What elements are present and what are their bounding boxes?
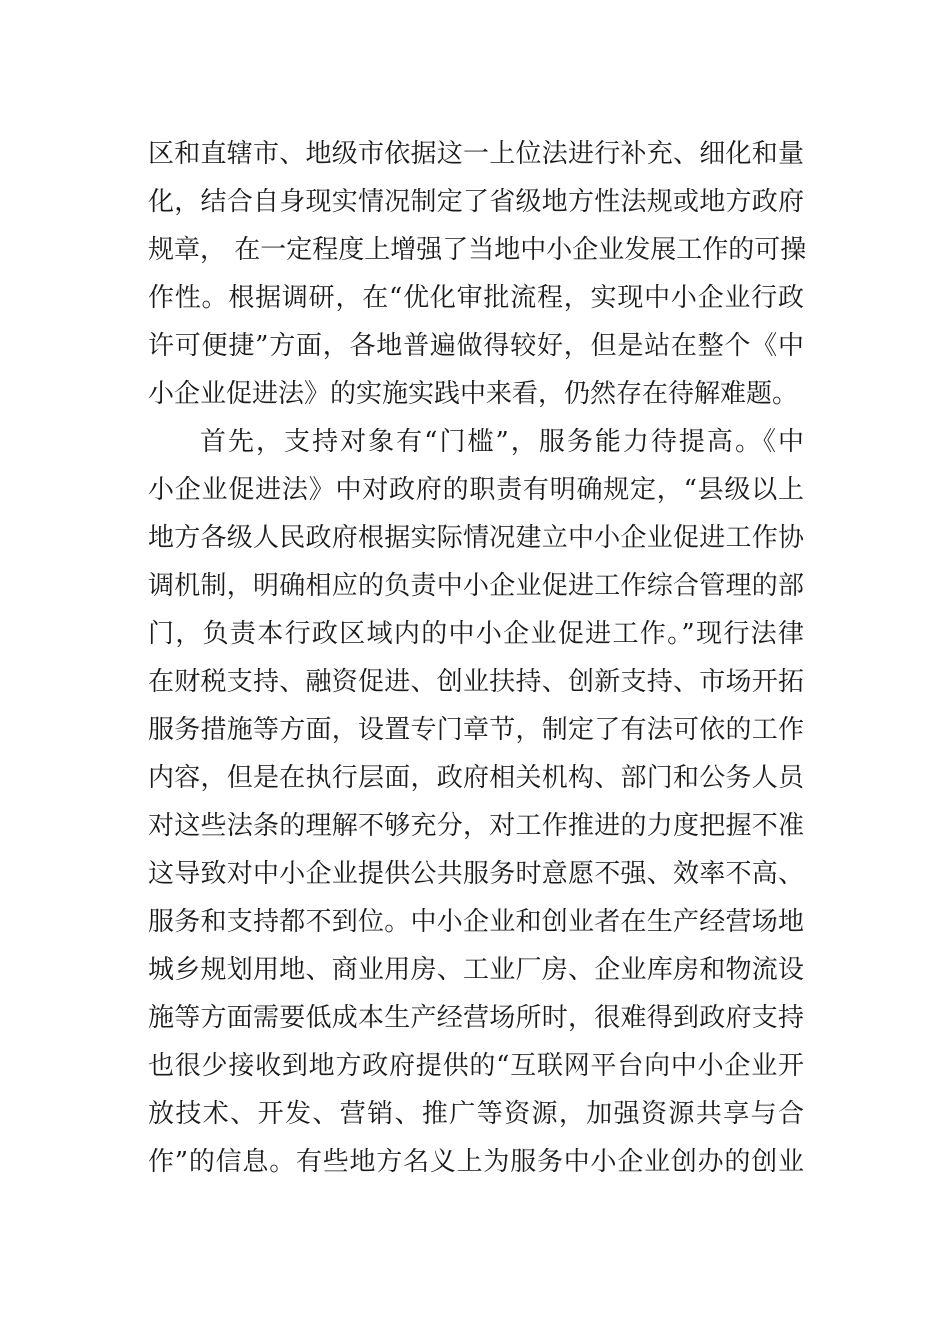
text-line: 许可便捷”方面，各地普遍做得较好，但是站在整个《中: [148, 331, 804, 361]
text-line: 在财税支持、融资促进、创业扶持、创新支持、市场开拓: [148, 667, 804, 697]
text-line: 规章， 在一定程度上增强了当地中小企业发展工作的可操: [148, 235, 807, 265]
text-line: 区和直辖市、地级市依据这一上位法进行补充、细化和量: [148, 139, 804, 169]
text-line: 小企业促进法》的实施实践中来看，仍然存在待解难题。: [148, 379, 799, 409]
text-line: 地方各级人民政府根据实际情况建立中小企业促进工作协: [148, 523, 804, 553]
paragraph-first-line: 首先，支持对象有“门槛”，服务能力待提高。《中: [200, 427, 804, 457]
text-line: 城乡规划用地、商业用房、工业厂房、企业库房和物流设: [148, 955, 804, 985]
text-line: 对这些法条的理解不够充分，对工作推进的力度把握不准: [148, 811, 804, 841]
text-line: 作性。根据调研，在“优化审批流程，实现中小企业行政: [148, 283, 804, 313]
text-line: 施等方面需要低成本生产经营场所时，很难得到政府支持: [148, 1003, 804, 1033]
text-line: 门，负责本行政区域内的中小企业促进工作。”现行法律: [148, 619, 804, 649]
text-line: 也很少接收到地方政府提供的“互联网平台向中小企业开: [148, 1051, 804, 1081]
text-line: 作”的信息。有些地方名义上为服务中小企业创办的创业: [148, 1147, 804, 1177]
text-line: 化，结合自身现实情况制定了省级地方性法规或地方政府: [148, 187, 804, 217]
text-line: 放技术、开发、营销、推广等资源，加强资源共享与合: [148, 1099, 804, 1129]
text-line: 服务和支持都不到位。中小企业和创业者在生产经营场地: [148, 907, 804, 937]
text-line: 调机制，明确相应的负责中小企业促进工作综合管理的部: [148, 571, 804, 601]
text-line: 这导致对中小企业提供公共服务时意愿不强、效率不高、: [148, 859, 804, 889]
text-line: 服务措施等方面，设置专门章节，制定了有法可依的工作: [148, 715, 804, 745]
text-line: 小企业促进法》中对政府的职责有明确规定，“县级以上: [148, 475, 804, 505]
text-line: 内容，但是在执行层面，政府相关机构、部门和公务人员: [148, 763, 804, 793]
